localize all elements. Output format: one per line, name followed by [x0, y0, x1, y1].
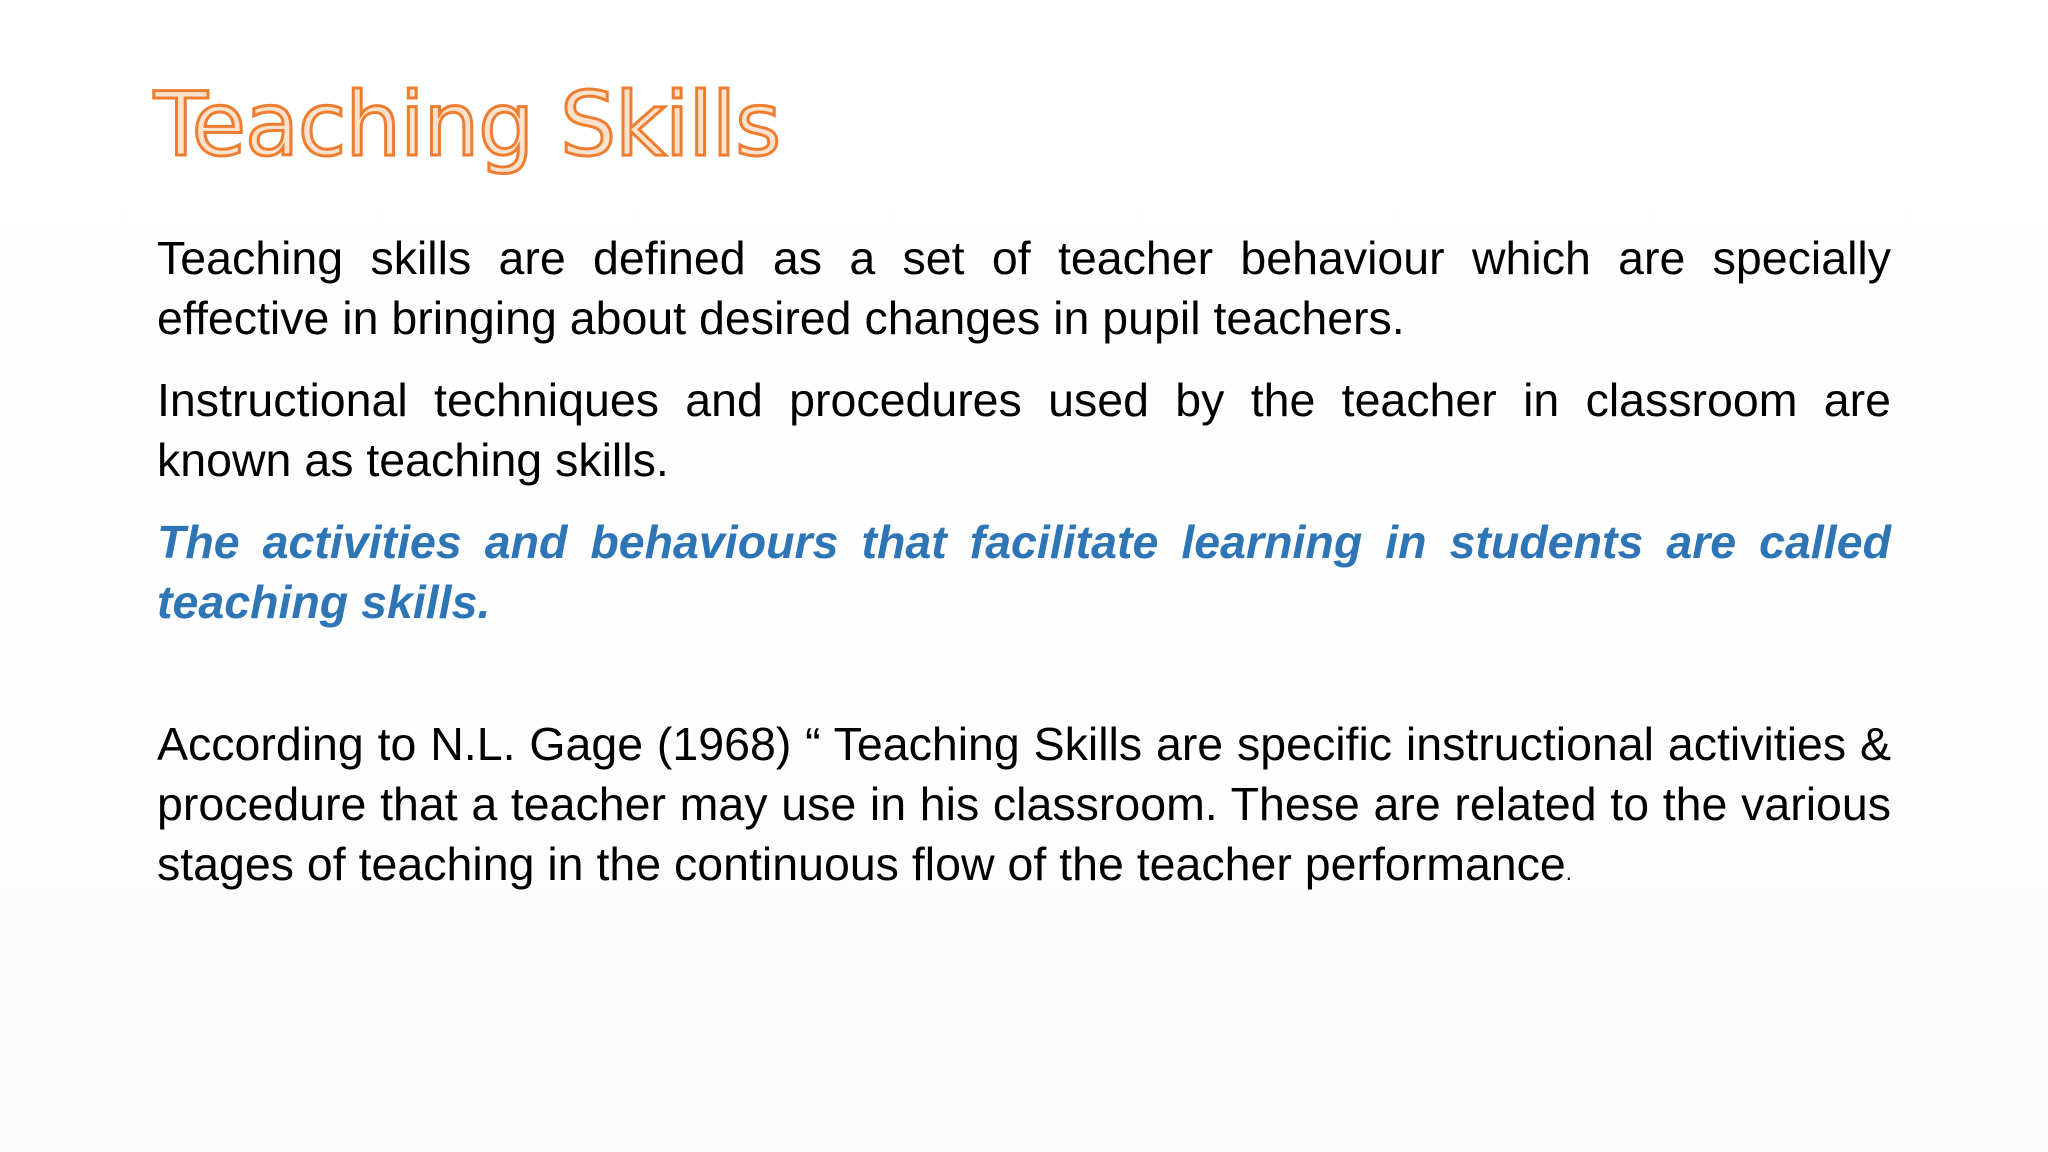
gage-quote-text: According to N.L. Gage (1968) “ Teaching Skills are specific instructional activities & procedure that a teacher may use in his classroom. These are related to the various stages of teaching in the continuous flow of the teacher performance — [157, 718, 1891, 890]
slide-body — [157, 228, 1891, 925]
definition-paragraph: Teaching skills are defined as a set of teacher behaviour which are specially effective in bringing about desired changes in pupil teachers. — [157, 232, 1891, 344]
slide-title: Teaching Skills — [154, 73, 781, 176]
emphasis-paragraph: The activities and behaviours that facilitate learning in students are called teaching skills. — [157, 516, 1891, 628]
techniques-paragraph: Instructional techniques and procedures used by the teacher in classroom are known as teaching skills. — [157, 374, 1891, 486]
paragraph-spacer — [157, 654, 1891, 714]
gage-quote-end: . — [1565, 860, 1572, 885]
gage-quote-paragraph — [157, 714, 1891, 903]
